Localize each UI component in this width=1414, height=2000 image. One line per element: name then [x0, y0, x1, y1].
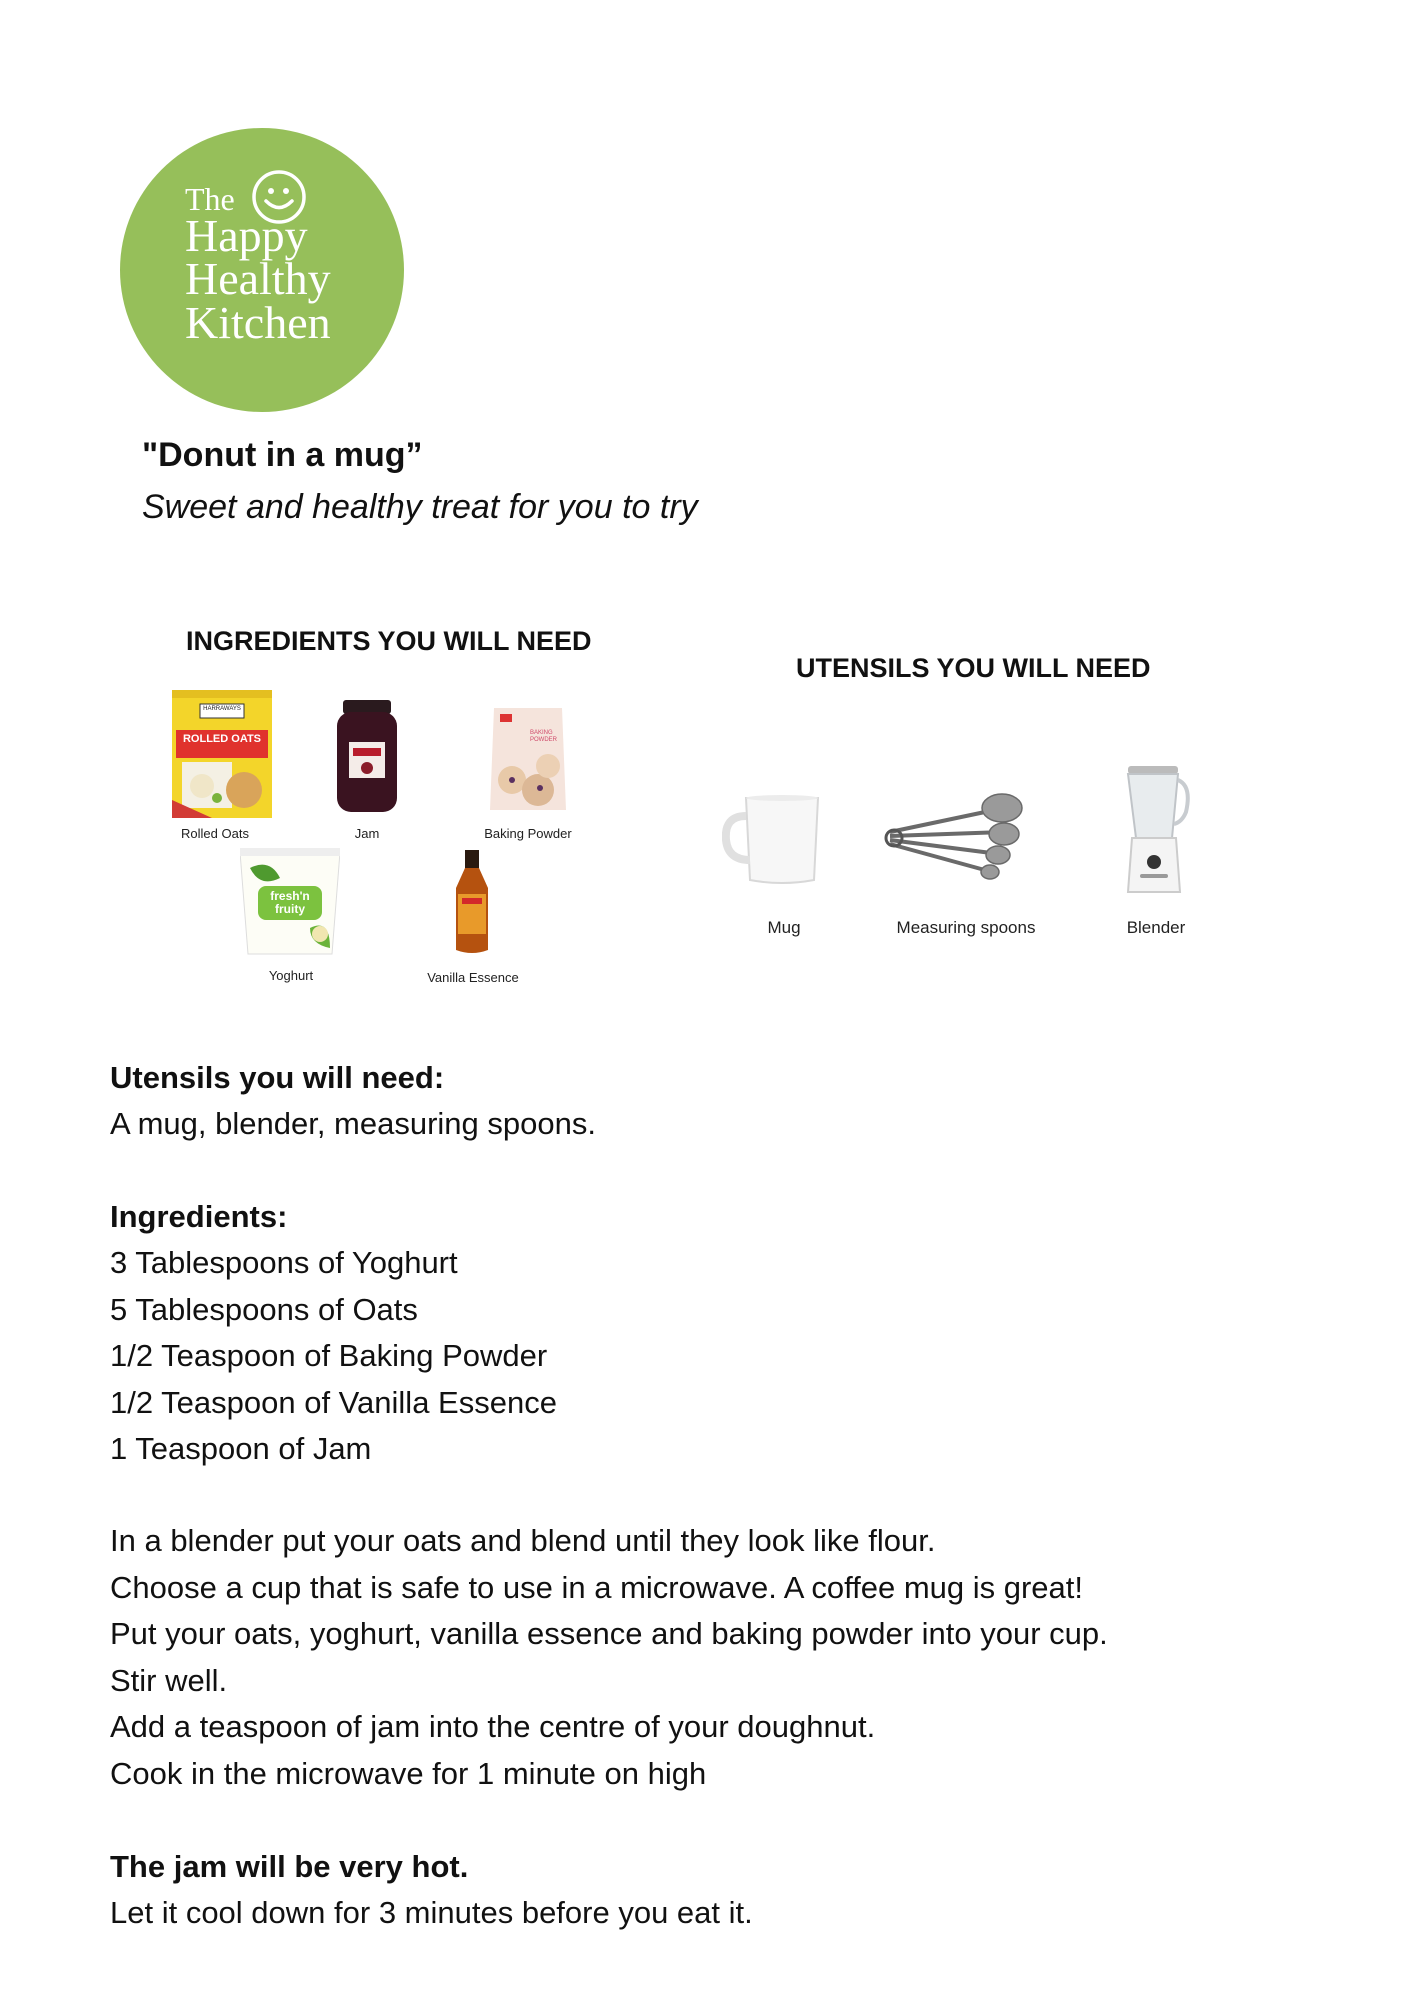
ingredient-label-rolled-oats: Rolled Oats [181, 826, 249, 841]
vanilla-essence-image [452, 850, 492, 954]
ingredient-label-baking-powder: Baking Powder [484, 826, 572, 841]
baking-powder-package-text: BAKING POWDER [530, 730, 557, 743]
logo-text-kitchen: Kitchen [185, 297, 331, 348]
ingredients-list [110, 1240, 557, 1473]
ingredient-item: 1/2 Teaspoon of Baking Powder [110, 1338, 548, 1373]
utensil-label-mug: Mug [767, 918, 801, 937]
method-steps [110, 1518, 1108, 1797]
logo-text-healthy: Healthy [185, 253, 331, 304]
ingredient-item: 5 Tablespoons of Oats [110, 1291, 418, 1327]
method-step: In a blender put your oats and blend until they look like flour. [110, 1523, 936, 1558]
warning-heading: The jam will be very hot. [110, 1849, 469, 1884]
utensil-label-measuring-spoons: Measuring spoons [896, 918, 1036, 937]
ingredient-item: 1/2 Teaspoon of Vanilla Essence [110, 1384, 557, 1420]
ingredients-heading: Ingredients: [110, 1199, 288, 1234]
ingredient-item: 1 Teaspoon of Jam [110, 1431, 372, 1466]
method-step: Put your oats, yoghurt, vanilla essence and baking powder into your cup. [110, 1616, 1108, 1651]
mug-image [722, 794, 822, 886]
jam-image [335, 700, 399, 816]
utensils-heading: Utensils you will need: [110, 1060, 445, 1095]
yoghurt-package-text: fresh'n fruity [270, 889, 310, 916]
logo-text-happy: Happy [185, 210, 308, 261]
logo-text-the: The [185, 181, 235, 217]
ingredients-panel-heading: INGREDIENTS YOU WILL NEED [186, 626, 592, 656]
ingredient-label-yoghurt: Yoghurt [268, 968, 314, 983]
measuring-spoons-image [884, 792, 1032, 882]
utensils-text: A mug, blender, measuring spoons. [110, 1106, 596, 1141]
method-step: Add a teaspoon of jam into the centre of your doughnut. [110, 1709, 876, 1744]
method-step: Stir well. [110, 1662, 228, 1698]
rolled-oats-package-text: ROLLED OATS [182, 733, 261, 745]
utensil-label-blender: Blender [1126, 918, 1186, 937]
ingredient-item: 3 Tablespoons of Yoghurt [110, 1245, 458, 1280]
recipe-title: "Donut in a mug” [142, 436, 423, 474]
yoghurt-image [240, 848, 340, 956]
method-step: Choose a cup that is safe to use in a microwave. A coffee mug is great! [110, 1569, 1084, 1605]
ingredient-label-jam: Jam [354, 826, 380, 841]
logo [120, 128, 404, 412]
blender-image [1120, 766, 1192, 896]
rolled-oats-brand: HARRAWAYS [203, 706, 241, 712]
recipe-subtitle: Sweet and healthy treat for you to try [142, 488, 698, 526]
baking-powder-image [488, 706, 568, 812]
method-step: Cook in the microwave for 1 minute on high [110, 1755, 707, 1791]
utensils-panel-heading: UTENSILS YOU WILL NEED [796, 653, 1151, 683]
ingredient-label-vanilla-essence: Vanilla Essence [427, 970, 519, 985]
rolled-oats-image [172, 690, 272, 818]
warning-text: Let it cool down for 3 minutes before you eat it. [110, 1895, 753, 1930]
